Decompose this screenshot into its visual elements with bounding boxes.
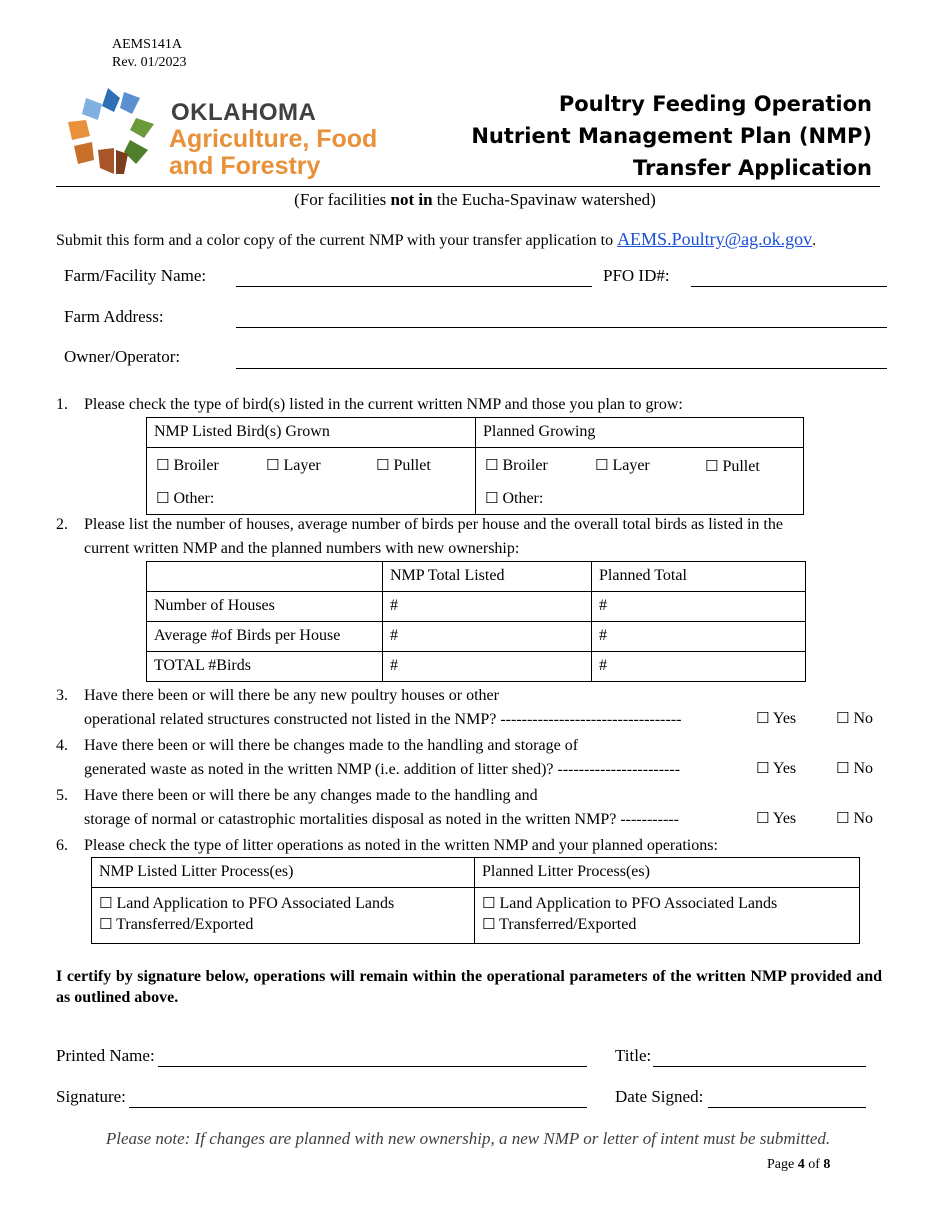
date-signed-label: Date Signed: [615, 1087, 704, 1106]
row-label: Number of Houses [147, 592, 383, 622]
litter-col-planned: Planned Litter Process(es) [475, 858, 860, 888]
owner-label: Owner/Operator: [64, 347, 181, 366]
page-number: Page 4 of 8 [767, 1157, 831, 1172]
planned-total-birds-cell[interactable]: # [592, 652, 806, 682]
title-line-1: Poultry Feeding Operation [558, 92, 872, 116]
listed-avg-birds-cell[interactable]: # [383, 622, 592, 652]
planned-broiler-checkbox[interactable]: ☐ Broiler [485, 456, 548, 474]
title-line-2: Nutrient Management Plan (NMP) [471, 124, 872, 148]
listed-pullet-checkbox[interactable]: ☐ Pullet [376, 456, 431, 474]
planned-avg-birds-cell[interactable]: # [592, 622, 806, 652]
owner-field[interactable] [236, 368, 887, 369]
pfo-id-field[interactable] [691, 286, 887, 287]
farm-name-label: Farm/Facility Name: [64, 266, 207, 285]
ownership-note: Please note: If changes are planned with new ownership, a new NMP or letter of intent must be submitted. [105, 1129, 831, 1148]
houses-table [146, 561, 806, 682]
submit-instructions: Submit this form and a color copy of the current NMP with your transfer application to AEMS.Poultry@ag.ok.gov. [56, 229, 817, 249]
bird-col-planned: Planned Growing [476, 418, 804, 448]
q5-no-checkbox[interactable]: ☐ No [836, 809, 874, 827]
question-2: 2. Please list the number of houses, average number of birds per house and the overall total birds as listed in the current written NMP and the planned numbers with new ownership: [56, 516, 783, 557]
printed-name-label: Printed Name: [56, 1046, 155, 1065]
date-signed-field[interactable] [708, 1107, 866, 1108]
table-row [147, 592, 806, 622]
logo-line-agriculture: Agriculture, Food [169, 125, 378, 153]
form-code: AEMS141A [112, 37, 183, 52]
planned-litter-options [475, 888, 860, 944]
q3-yes-checkbox[interactable]: ☐ Yes [756, 709, 797, 727]
title-field[interactable] [653, 1066, 866, 1067]
question-1: 1. Please check the type of bird(s) listed in the current written NMP and those you plan to grow: [56, 396, 683, 413]
question-3: 3. Have there been or will there be any new poultry houses or other operational related structures constructed not listed in the NMP? ---------------------------------- [56, 687, 682, 728]
listed-broiler-checkbox[interactable]: ☐ Broiler [156, 456, 219, 474]
row-label: TOTAL #Birds [147, 652, 383, 682]
listed-layer-checkbox[interactable]: ☐ Layer [266, 456, 321, 474]
title-label: Title: [615, 1046, 652, 1065]
question-5: 5. Have there been or will there be any changes made to the handling and storage of normal or catastrophic mortalities disposal as noted in the written NMP? ----------- [56, 787, 679, 828]
listed-transferred-checkbox[interactable]: ☐ Transferred/Exported [99, 915, 254, 933]
planned-pullet-checkbox[interactable]: ☐ Pullet [705, 457, 760, 475]
houses-col-planned: Planned Total [592, 562, 806, 592]
litter-col-listed: NMP Listed Litter Process(es) [92, 858, 475, 888]
signature-field[interactable] [129, 1107, 587, 1108]
farm-address-field[interactable] [236, 327, 887, 328]
bird-type-table [146, 417, 804, 515]
certification-statement: I certify by signature below, operations will remain within the operational parameters of the written NMP provided and as outlined above. [56, 968, 882, 1006]
listed-total-birds-cell[interactable]: # [383, 652, 592, 682]
planned-houses-cell[interactable]: # [592, 592, 806, 622]
signature-label: Signature: [56, 1087, 126, 1106]
email-link[interactable]: AEMS.Poultry@ag.ok.gov [617, 229, 813, 249]
subtitle: (For facilities not in the Eucha-Spavinaw watershed) [294, 190, 656, 209]
planned-layer-checkbox[interactable]: ☐ Layer [595, 456, 650, 474]
logo-star-icon [64, 84, 160, 180]
table-row [147, 622, 806, 652]
houses-col-blank [147, 562, 383, 592]
planned-other-checkbox[interactable]: ☐ Other: [485, 489, 544, 507]
litter-process-table [91, 857, 860, 944]
row-label: Average #of Birds per House [147, 622, 383, 652]
planned-land-application-checkbox[interactable]: ☐ Land Application to PFO Associated Lands [482, 894, 778, 912]
listed-litter-options [92, 888, 475, 944]
revision-date: Rev. 01/2023 [112, 55, 187, 70]
q4-no-checkbox[interactable]: ☐ No [836, 759, 874, 777]
logo-line-oklahoma: OKLAHOMA [171, 99, 317, 126]
table-row [147, 652, 806, 682]
printed-name-field[interactable] [158, 1066, 587, 1067]
farm-name-field[interactable] [236, 286, 592, 287]
question-4: 4. Have there been or will there be changes made to the handling and storage of generated waste as noted in the written NMP (i.e. addition of litter shed)? ----------------------- [56, 737, 681, 778]
form-title [471, 88, 872, 184]
q5-yes-checkbox[interactable]: ☐ Yes [756, 809, 797, 827]
question-6: 6. Please check the type of litter operations as noted in the written NMP and your planned operations: [56, 837, 718, 854]
listed-other-checkbox[interactable]: ☐ Other: [156, 489, 215, 507]
planned-bird-options [476, 448, 804, 515]
listed-houses-cell[interactable]: # [383, 592, 592, 622]
q4-yes-checkbox[interactable]: ☐ Yes [756, 759, 797, 777]
odafaf-logo [64, 84, 394, 184]
planned-transferred-checkbox[interactable]: ☐ Transferred/Exported [482, 915, 637, 933]
houses-col-listed: NMP Total Listed [383, 562, 592, 592]
pfo-id-label: PFO ID#: [603, 266, 670, 285]
listed-bird-options [147, 448, 476, 515]
logo-line-forestry: and Forestry [169, 152, 321, 180]
title-line-3: Transfer Application [633, 156, 872, 180]
q3-no-checkbox[interactable]: ☐ No [836, 709, 874, 727]
header-rule [56, 186, 880, 187]
farm-address-label: Farm Address: [64, 307, 164, 326]
listed-land-application-checkbox[interactable]: ☐ Land Application to PFO Associated Lands [99, 894, 395, 912]
bird-col-listed: NMP Listed Bird(s) Grown [147, 418, 476, 448]
